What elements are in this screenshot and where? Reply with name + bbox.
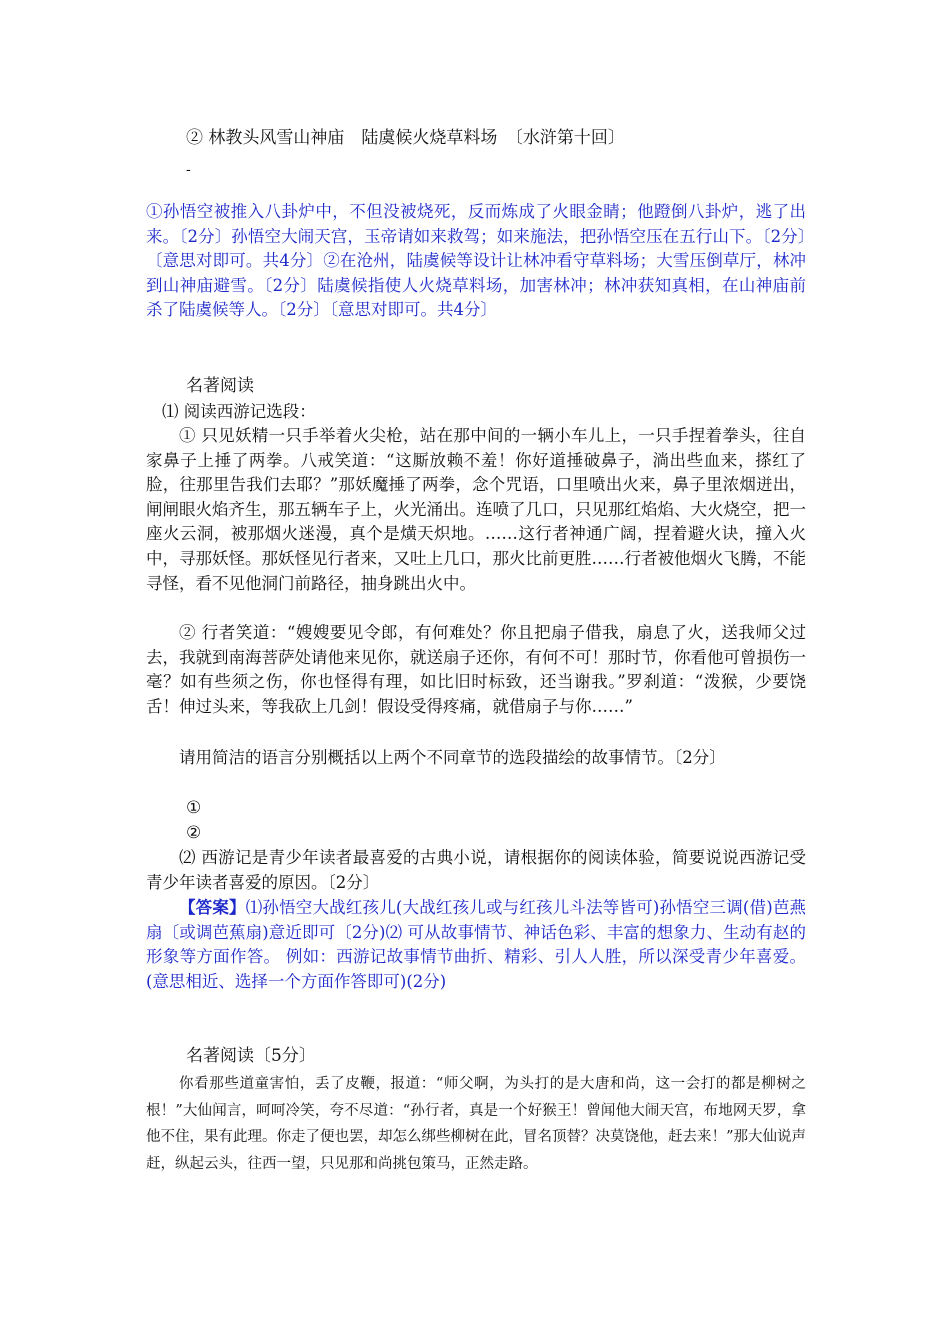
question-2: ⑵ 西游记是青少年读者最喜爱的古典小说，请根据你的阅读体验，简要说说西游记受青少年读者喜爱的原因。〔2分〕	[146, 848, 806, 892]
section-heading-reading-5: 名著阅读〔5分〕	[186, 1046, 316, 1066]
answer-block-2	[146, 896, 806, 994]
excerpt-paragraph-3: 你看那些道童害怕，丢了皮鞭，报道：“师父啊，为头打的是大唐和尚，这一会打的都是柳树之根！”大仙闻言，呵呵冷笑，夸不尽道：“孙行者，真是一个好猴王！曾闻他大闹天宫，布地网天罗，拿他不住，果有此理。你走了便也罢，却怎么绑些柳树在此，冒名顶替？决莫饶他，赶去来！”那大仙说声赶，纵起云头，往西一望，只见那和尚挑包策马，正然走路。	[146, 1076, 806, 1172]
excerpt-paragraph-2: ② 行者笑道：“嫂嫂要见令郎，有何难处？你且把扇子借我，扇息了火，送我师父过去，我就到南海菩萨处请他来见你，就送扇子还你，有何不可！那时节，你看他可曾损伤一毫？如有些须之伤，你也怪得有理，如比旧时标致，还当谢我。”罗刹道：“泼猴，少要饶舌！伸过头来，等我砍上几剑！假设受得疼痛，就借扇子与你……”	[146, 623, 806, 716]
answer-blank-1: ①	[186, 798, 202, 818]
question-1: 请用简洁的语言分别概括以上两个不同章节的选段描绘的故事情节。〔2分〕	[179, 748, 726, 767]
answer-text: ⑴孙悟空大战红孩儿(大战红孩儿或与红孩儿斗法等皆可)孙悟空三调(借)芭燕扇〔或调芭蕉扇)意近即可〔2分)⑵ 可从故事情节、神话色彩、丰富的想象力、生动有赵的形象等方面作答。 例如：西游记故事情节曲折、精彩、引人人胜，所以深受青少年喜爱。(意思相近、选择一个方面作答即可)(2分)	[146, 898, 807, 991]
answer-block-1: ①孙悟空被推入八卦炉中，不但没被烧死，反而炼成了火眼金睛；他蹬倒八卦炉，逃了出来。〔2分〕孙悟空大闹天宫，玉帝请如来救驾；如来施法，把孙悟空压在五行山下。〔2分〕〔意思对即可。共4分〕②在沧州，陆虞候等设计让林冲看守草料场；大雪压倒草厅，林冲到山神庙避雪。〔2分〕陆虞候指使人火烧草料场，加害林冲；林冲获知真相，在山神庙前杀了陆虞候等人。〔2分〕〔意思对即可。共4分〕	[146, 202, 806, 320]
answer-label: 【答案】	[179, 898, 246, 917]
answer-blank-2: ②	[186, 823, 202, 843]
sub-heading-excerpt: ⑴ 阅读西游记选段：	[162, 402, 316, 421]
chapter-title-line: ② 林教头风雪山神庙 陆虞候火烧草料场 〔水浒第十回〕	[186, 128, 625, 148]
section-heading-reading: 名著阅读	[186, 376, 254, 396]
excerpt-paragraph-1: ① 只见妖精一只手举着火尖枪，站在那中间的一辆小车儿上，一只手捏着拳头，往自家鼻子上捶了两拳。八戒笑道：“这厮放赖不羞！你好道捶破鼻子，淌出些血来，搽红了脸，往那里告我们去耶？”那妖魔捶了两拳，念个咒语，口里喷出火来，鼻子里浓烟迸出，闸闸眼火焰齐生，那五辆车子上，火光涌出。连喷了几口，只见那红焰焰、大火烧空，把一座火云洞，被那烟火迷漫，真个是熿天炽地。……这行者神通广阔，捏着避火诀，撞入火中，寻那妖怪。那妖怪见行者来，又吐上几口，那火比前更胜……行者被他烟火飞腾，不能寻怪，看不见他洞门前路径，抽身跳出火中。	[146, 426, 806, 593]
separator-dash: -	[186, 162, 191, 178]
